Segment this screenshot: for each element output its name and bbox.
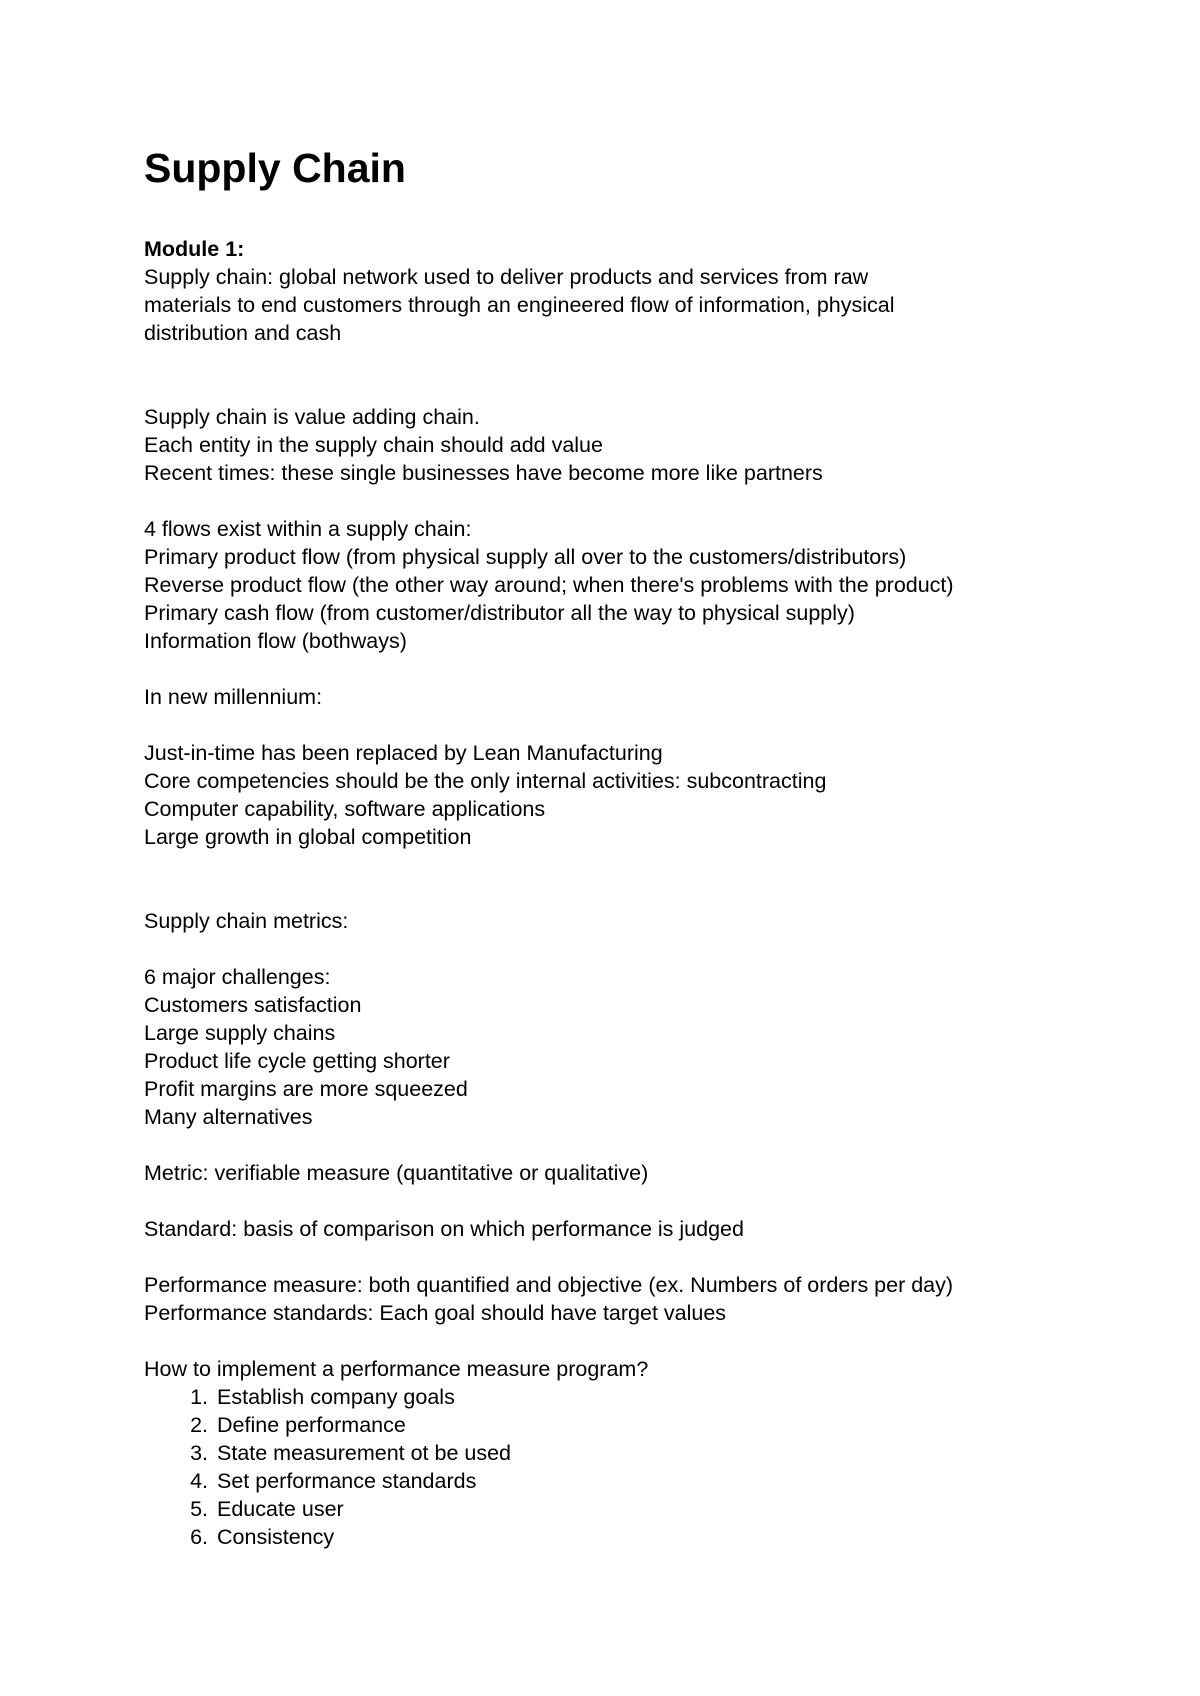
challenge-item: Many alternatives [144,1105,313,1129]
list-number: 2. [190,1413,208,1437]
millennium-item: Core competencies should be the only internal activities: subcontracting [144,769,827,793]
metric-definition: Metric: verifiable measure (quantitative or qualitative) [144,1161,649,1185]
value-chain-line: Each entity in the supply chain should add value [144,433,603,457]
list-item [144,1467,1104,1495]
module-heading: Module 1: [144,237,245,261]
spacer [144,935,1104,963]
spacer [144,1327,1104,1355]
spacer [144,375,1104,403]
flow-item: Primary product flow (from physical supply all over to the customers/distributors) [144,545,907,569]
challenges-heading: 6 major challenges: [144,965,331,989]
performance-line: Performance measure: both quantified and objective (ex. Numbers of orders per day) [144,1273,954,1297]
performance-line: Performance standards: Each goal should have target values [144,1301,727,1325]
list-item [144,1411,1104,1439]
spacer [144,1187,1104,1215]
spacer [144,347,1104,375]
list-item [144,1495,1104,1523]
spacer [144,1131,1104,1159]
list-number: 4. [190,1469,208,1493]
challenge-item: Large supply chains [144,1021,336,1045]
document-body [144,235,1104,1551]
standard-definition: Standard: basis of comparison on which performance is judged [144,1217,744,1241]
metrics-heading: Supply chain metrics: [144,909,349,933]
list-item-text: Define performance [217,1413,406,1437]
millennium-item: Large growth in global competition [144,825,472,849]
list-item-text: State measurement ot be used [217,1441,512,1465]
value-chain-line: Recent times: these single businesses have become more like partners [144,461,823,485]
list-item [144,1383,1104,1411]
definition-line: materials to end customers through an engineered flow of information, physical [144,293,895,317]
millennium-heading: In new millennium: [144,685,323,709]
definition-line: Supply chain: global network used to deliver products and services from raw [144,265,869,289]
definition-line: distribution and cash [144,321,342,345]
page-title: Supply Chain [144,145,406,191]
program-heading: How to implement a performance measure program? [144,1357,649,1381]
list-number: 5. [190,1497,208,1521]
challenge-item: Customers satisfaction [144,993,362,1017]
list-item-text: Establish company goals [217,1385,455,1409]
list-number: 1. [190,1385,208,1409]
list-item [144,1439,1104,1467]
list-item [144,1523,1104,1551]
spacer [144,711,1104,739]
spacer [144,879,1104,907]
program-steps-list [144,1383,1104,1551]
value-chain-line: Supply chain is value adding chain. [144,405,480,429]
list-item-text: Educate user [217,1497,344,1521]
flow-item: Primary cash flow (from customer/distributor all the way to physical supply) [144,601,855,625]
flows-heading: 4 flows exist within a supply chain: [144,517,472,541]
list-item-text: Consistency [217,1525,335,1549]
flow-item: Information flow (bothways) [144,629,407,653]
challenge-item: Product life cycle getting shorter [144,1049,450,1073]
list-number: 6. [190,1525,208,1549]
spacer [144,655,1104,683]
flow-item: Reverse product flow (the other way around; when there's problems with the product) [144,573,954,597]
spacer [144,1243,1104,1271]
millennium-item: Computer capability, software applications [144,797,546,821]
millennium-item: Just-in-time has been replaced by Lean Manufacturing [144,741,663,765]
spacer [144,851,1104,879]
challenge-item: Profit margins are more squeezed [144,1077,468,1101]
list-number: 3. [190,1441,208,1465]
list-item-text: Set performance standards [217,1469,477,1493]
spacer [144,487,1104,515]
